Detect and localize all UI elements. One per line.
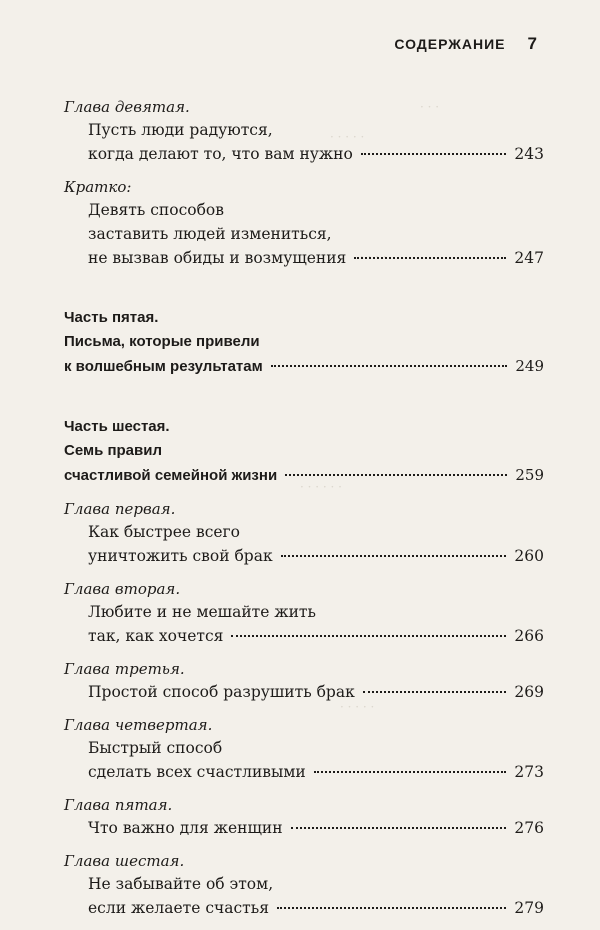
dot-leader bbox=[361, 153, 507, 155]
page-number: 243 bbox=[514, 145, 544, 163]
page-number: 259 bbox=[515, 466, 544, 484]
entry-line-last bbox=[64, 624, 544, 648]
toc-entry-chapter-3 bbox=[64, 658, 544, 704]
header-page-number: 7 bbox=[527, 34, 538, 53]
entry-label: Глава третья. bbox=[64, 660, 185, 678]
dot-leader bbox=[271, 365, 508, 367]
entry-label: Кратко: bbox=[64, 178, 132, 196]
entry-title: Письма, которые привели bbox=[64, 333, 260, 350]
page-number: 279 bbox=[514, 899, 544, 917]
entry-title: Любите и не мешайте жить bbox=[88, 603, 316, 621]
entry-line-last bbox=[64, 680, 544, 704]
entry-title: Пусть люди радуются, bbox=[88, 121, 273, 139]
page-number: 247 bbox=[514, 249, 544, 267]
entry-label: Глава вторая. bbox=[64, 580, 181, 598]
toc-entry-part-6 bbox=[64, 415, 544, 488]
entry-title: Что важно для женщин bbox=[88, 819, 283, 837]
entry-line bbox=[64, 222, 544, 246]
dot-leader bbox=[285, 474, 507, 476]
entry-label: Часть шестая. bbox=[64, 418, 170, 435]
table-of-contents bbox=[64, 96, 544, 930]
page-number: 260 bbox=[514, 547, 544, 565]
dot-leader bbox=[231, 635, 506, 637]
entry-title: Простой способ разрушить брак bbox=[88, 683, 355, 701]
entry-title: Не забывайте об этом, bbox=[88, 875, 274, 893]
entry-line-last bbox=[64, 544, 544, 568]
entry-line bbox=[64, 118, 544, 142]
dot-leader bbox=[314, 771, 507, 773]
entry-title: когда делают то, что вам нужно bbox=[88, 145, 353, 163]
entry-line-last bbox=[64, 354, 544, 379]
page-number: 269 bbox=[514, 683, 544, 701]
entry-title: так, как хочется bbox=[88, 627, 224, 645]
dot-leader bbox=[277, 907, 506, 909]
toc-entry-chapter-1 bbox=[64, 498, 544, 568]
entry-title: сделать всех счастливыми bbox=[88, 763, 306, 781]
page-number: 266 bbox=[514, 627, 544, 645]
entry-title: если желаете счастья bbox=[88, 899, 269, 917]
entry-line-last bbox=[64, 816, 544, 840]
entry-line bbox=[64, 198, 544, 222]
entry-title: Быстрый способ bbox=[88, 739, 223, 757]
entry-label: Глава пятая. bbox=[64, 796, 173, 814]
entry-label: Глава четвертая. bbox=[64, 716, 213, 734]
page-show-through: · · · · · · · · · · · · · · · · · · · · · · · bbox=[300, 100, 440, 714]
running-header bbox=[394, 34, 538, 54]
entry-title: Семь правил bbox=[64, 442, 162, 459]
toc-entry-chapter-5 bbox=[64, 794, 544, 840]
dot-leader bbox=[354, 257, 506, 259]
entry-title: Девять способов bbox=[88, 201, 224, 219]
dot-leader bbox=[363, 691, 507, 693]
page-number: 273 bbox=[514, 763, 544, 781]
entry-label: Часть пятая. bbox=[64, 309, 159, 326]
entry-title: к волшебным результатам bbox=[64, 358, 263, 375]
entry-title: заставить людей измениться, bbox=[88, 225, 332, 243]
entry-line bbox=[64, 520, 544, 544]
dot-leader bbox=[281, 555, 507, 557]
page-number: 276 bbox=[514, 819, 544, 837]
entry-line-last bbox=[64, 246, 544, 270]
entry-line bbox=[64, 736, 544, 760]
toc-entry-chapter-2 bbox=[64, 578, 544, 648]
entry-label: Глава девятая. bbox=[64, 98, 190, 116]
toc-entry-chapter-6 bbox=[64, 850, 544, 920]
entry-title: счастливой семейной жизни bbox=[64, 467, 278, 484]
entry-line bbox=[64, 439, 544, 463]
entry-line bbox=[64, 872, 544, 896]
entry-line-last bbox=[64, 760, 544, 784]
entry-label: Глава первая. bbox=[64, 500, 176, 518]
toc-entry-chapter-9 bbox=[64, 96, 544, 166]
entry-line bbox=[64, 330, 544, 354]
entry-line-last bbox=[64, 896, 544, 920]
toc-entry-part-5 bbox=[64, 306, 544, 379]
entry-line-last bbox=[64, 142, 544, 166]
toc-entry-summary bbox=[64, 176, 544, 270]
header-title: СОДЕРЖАНИЕ bbox=[394, 36, 506, 52]
entry-title: уничтожить свой брак bbox=[88, 547, 273, 565]
entry-line bbox=[64, 600, 544, 624]
toc-entry-chapter-4 bbox=[64, 714, 544, 784]
entry-label: Глава шестая. bbox=[64, 852, 185, 870]
entry-line-last bbox=[64, 463, 544, 488]
dot-leader bbox=[291, 827, 507, 829]
entry-title: не вызвав обиды и возмущения bbox=[88, 249, 347, 267]
entry-title: Как быстрее всего bbox=[88, 523, 241, 541]
page-number: 249 bbox=[515, 357, 544, 375]
